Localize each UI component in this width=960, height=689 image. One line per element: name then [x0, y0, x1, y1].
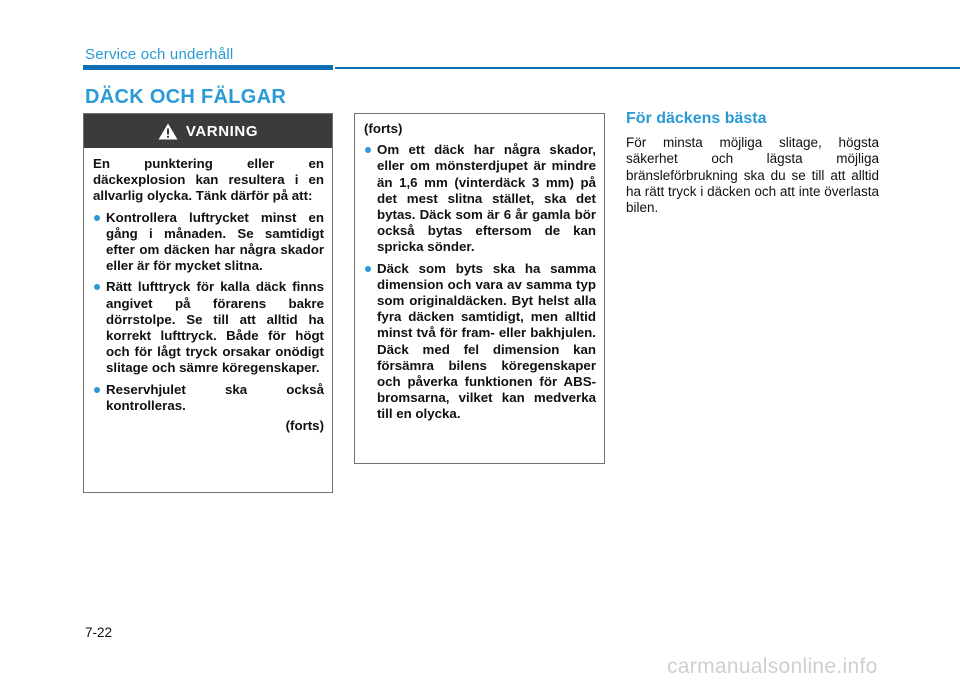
header-rule-thin: [335, 67, 960, 69]
continued-bullet: Däck som byts ska ha samma dimension och vara av samma typ som originaldäcken. Byt helst alla fyra däcken samtidigt, men alltid minst två för fram- eller bakhjulen. Däck med fel dimension kan försämra bilens köregenskaper och påverka funktionen för ABS-bromsarna, vilket kan medverka till en olycka.: [364, 261, 596, 423]
continued-label: (forts): [364, 121, 403, 136]
warning-bullet: Rätt lufttryck för kalla däck finns angivet på förarens bakre dörrstolpe. Se till att alltid ha korrekt lufttryck. Både för högt och för lågt tryck orsakar onödigt slitage och sämre köregenskaper.: [93, 279, 324, 376]
warning-triangle-icon: [158, 123, 178, 140]
warning-bullet: Kontrollera luftrycket minst en gång i månaden. Se samtidigt efter om däcken har några skador eller är för mycket slitna.: [93, 210, 324, 275]
tips-heading: För däckens bästa: [626, 110, 767, 127]
section-title: Service och underhåll: [85, 46, 234, 63]
warning-title: VARNING: [185, 122, 259, 140]
chapter-title: DÄCK OCH FÄLGAR: [85, 86, 287, 108]
warning-body: [84, 148, 332, 434]
tips-paragraph: För minsta möjliga slitage, högsta säkerhet och lägsta möjliga bränsleförbrukning ska du se till att alltid ha rätt tryck i däcken och att inte överlasta bilen.: [626, 135, 879, 216]
warning-header: [84, 114, 332, 148]
watermark: carmanualsonline.info: [667, 655, 878, 678]
continued-note: (forts): [285, 418, 324, 434]
warning-bullet: Reservhjulet ska också kontrolleras.: [93, 382, 324, 414]
warning-continued-box: [354, 113, 605, 464]
header-rule-thick: [83, 65, 333, 70]
continued-body: [355, 114, 604, 423]
warning-box: [83, 113, 333, 493]
warning-intro: En punktering eller en däckexplosion kan resultera i en allvarlig olycka. Tänk därför på att:: [93, 156, 324, 204]
page-number: 7-22: [85, 625, 113, 640]
continued-bullet: Om ett däck har några skador, eller om mönsterdjupet är mindre än 1,6 mm (vinterdäck 3 mm) på det mest slitna stället, ska det bytas. Däck som är 6 år gamla bör också bytas eftersom de kan spricka sönder.: [364, 142, 596, 255]
